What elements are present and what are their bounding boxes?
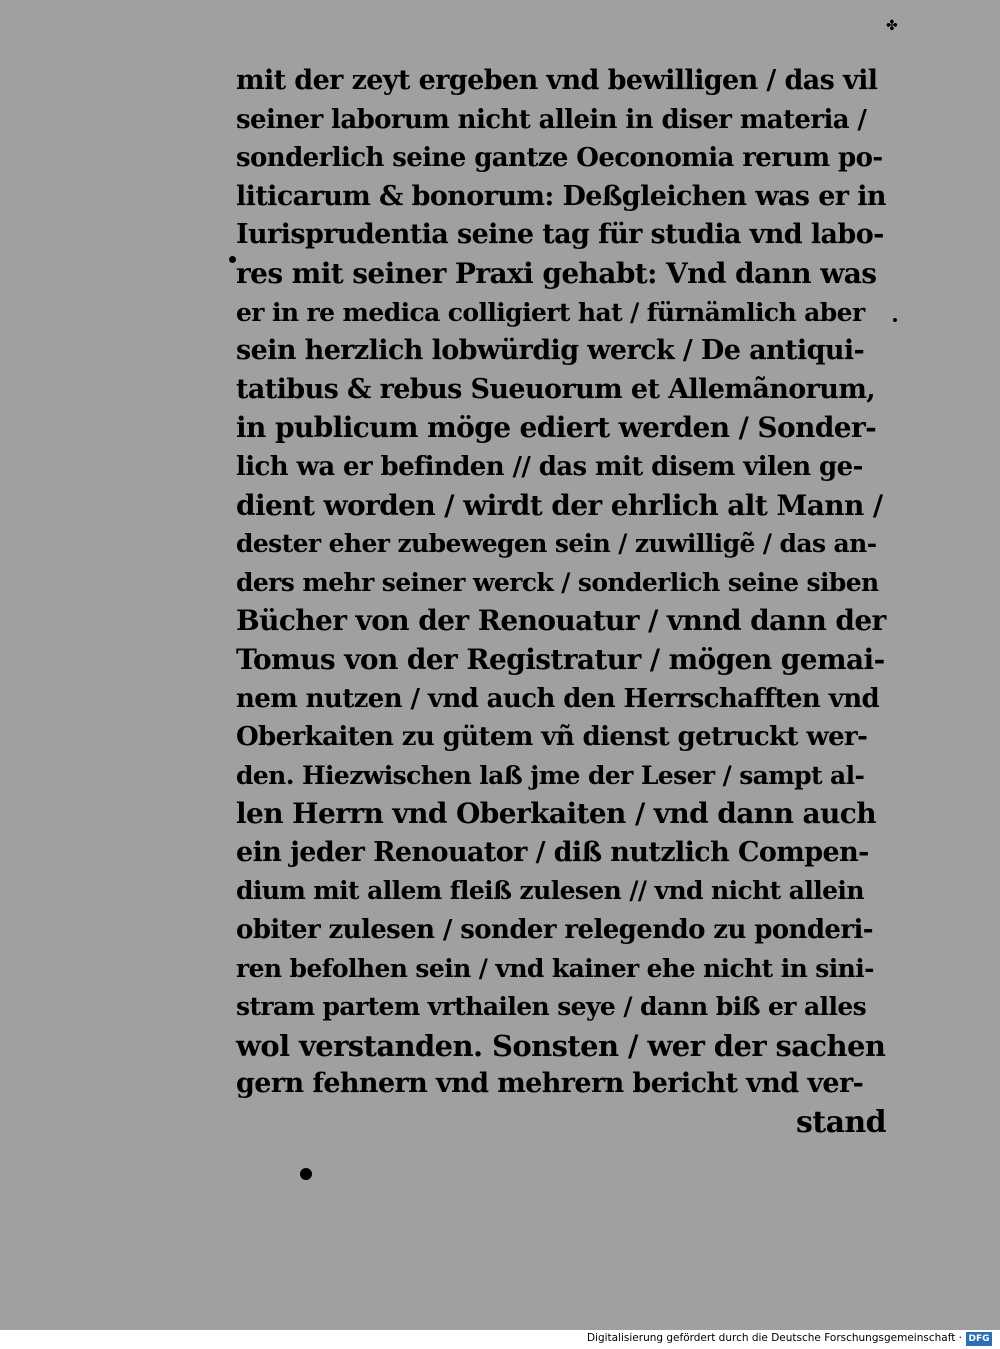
corner-ornament: ✤ (886, 18, 898, 34)
text-line: ren befolhen sein / vnd kainer ehe nicht in sini- (236, 953, 874, 983)
footer-bar (0, 1330, 1000, 1349)
ink-speck (893, 318, 897, 322)
ink-speck (229, 256, 236, 263)
text-line: res mit seiner Praxi gehabt: Vnd dann was (236, 256, 877, 290)
text-line: Oberkaiten zu gütem vñ dienst getruckt wer- (236, 722, 868, 753)
text-line: gern fehnern vnd mehrern bericht vnd ver- (236, 1068, 864, 1100)
text-line: tatibus & rebus Sueuorum et Allemãnorum, (236, 373, 876, 405)
text-line: ders mehr seiner werck / sonderlich seine siben (236, 567, 879, 597)
text-line: len Herrn vnd Oberkaiten / vnd dann auch (236, 797, 876, 831)
footer-credit: Digitalisierung gefördert durch die Deutsche Forschungsgemeinschaft · (586, 1332, 962, 1344)
text-line: Tomus von der Registratur / mögen gemai- (236, 642, 885, 676)
text-line: Iurisprudentia seine tag für studia vnd labo- (236, 219, 884, 251)
text-line: lich wa er befinden // das mit disem vilen ge- (236, 451, 863, 482)
text-line: ein jeder Renouator / diß nutzlich Compen- (236, 836, 869, 868)
text-line: dester eher zubewegen sein / zuwilligẽ / das an- (236, 529, 877, 559)
text-line: sonderlich seine gantze Oeconomia rerum po- (236, 143, 883, 174)
text-line: den. Hiezwischen laß jme der Leser / sampt al- (236, 760, 865, 790)
catchword: stand (796, 1105, 886, 1141)
text-line: stram partem vrthailen seye / dann biß er alles (236, 992, 867, 1022)
text-line: seiner laborum nicht allein in diser materia / (236, 104, 867, 135)
body-text (236, 62, 886, 1143)
text-line: dium mit allem fleiß zulesen // vnd nicht allein (236, 876, 864, 906)
text-line: obiter zulesen / sonder relegendo zu ponderi- (236, 915, 873, 946)
text-line: er in re medica colligiert hat / fürnämlich aber (236, 297, 865, 327)
text-line: sein herzlich lobwürdig werck / De antiqui- (236, 335, 865, 367)
text-line: Bücher von der Renouatur / vnnd dann der (236, 604, 886, 638)
ink-speck (300, 1168, 312, 1180)
text-line: wol verstanden. Sonsten / wer der sachen (236, 1028, 886, 1063)
text-line: dient worden / wirdt der ehrlich alt Mann / (236, 488, 883, 522)
dfg-logo: DFG (966, 1332, 992, 1346)
text-line: in publicum möge ediert werden / Sonder- (236, 411, 877, 445)
text-line: liticarum & bonorum: Deßgleichen was er in (236, 180, 886, 212)
text-line: mit der zeyt ergeben vnd bewilligen / das vil (236, 65, 878, 96)
text-line: nem nutzen / vnd auch den Herrschafften vnd (236, 683, 880, 714)
